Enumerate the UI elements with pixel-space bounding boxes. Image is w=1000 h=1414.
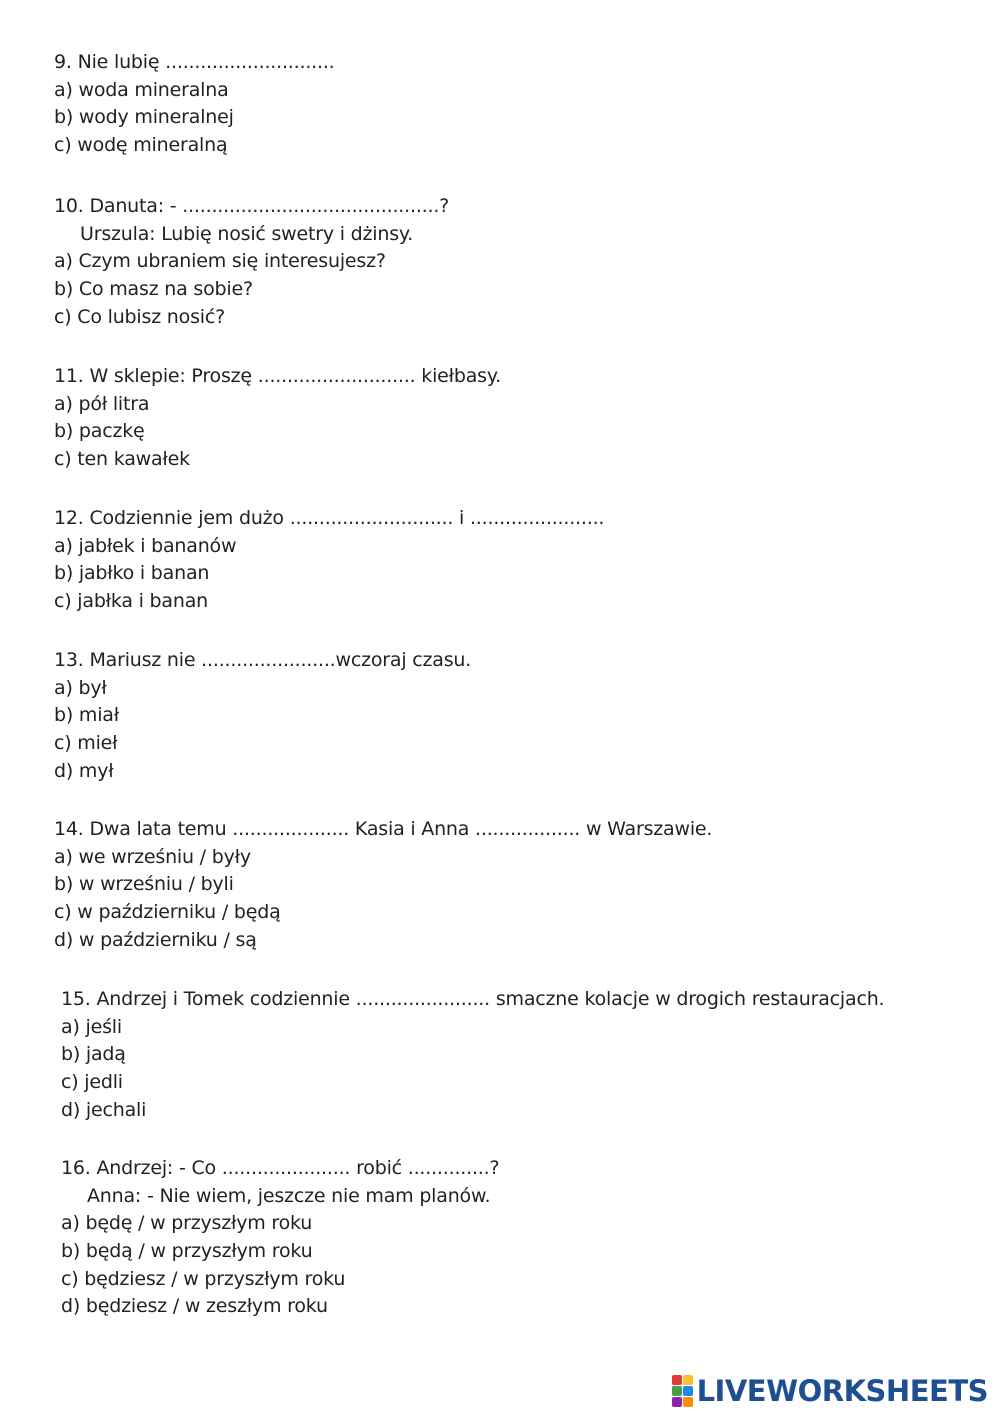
question-15 [61, 986, 884, 1124]
answer-option[interactable]: b) w wrześniu / byli [54, 873, 234, 896]
logo-block [683, 1375, 693, 1385]
brand-name: LIVEWORKSHEETS [696, 1374, 988, 1408]
liveworksheets-icon [672, 1375, 693, 1407]
answer-option[interactable]: b) jadą [61, 1043, 126, 1066]
answer-option[interactable]: a) pół litra [54, 392, 150, 415]
question-prompt: 13. Mariusz nie .......................wczoraj czasu. [54, 649, 472, 671]
answer-option[interactable]: d) w październiku / są [54, 928, 257, 951]
answer-option[interactable]: a) był [54, 676, 107, 699]
answer-option[interactable]: a) woda mineralna [54, 78, 229, 101]
question-10 [54, 193, 449, 331]
answer-option[interactable]: b) Co masz na sobie? [54, 278, 253, 301]
dialogue-line: Anna: - Nie wiem, jeszcze nie mam planów. [87, 1184, 491, 1207]
question-prompt: 10. Danuta: - ............................................? [54, 195, 450, 217]
logo-block [672, 1386, 682, 1396]
answer-option[interactable]: a) będę / w przyszłym roku [61, 1212, 313, 1235]
dialogue-line: Urszula: Lubię nosić swetry i dżinsy. [80, 222, 414, 245]
answer-option[interactable]: a) jeśli [61, 1015, 122, 1038]
answer-option[interactable]: c) będziesz / w przyszłym roku [61, 1267, 346, 1290]
question-prompt: 12. Codziennie jem dużo ............................ i ....................... [54, 507, 605, 529]
question-prompt: 9. Nie lubię ............................. [54, 51, 335, 73]
question-14 [54, 816, 712, 954]
question-13 [54, 647, 471, 785]
answer-option[interactable]: c) jedli [61, 1071, 123, 1094]
logo-block [672, 1375, 682, 1385]
answer-option[interactable]: d) jechali [61, 1098, 147, 1121]
answer-option[interactable]: c) ten kawałek [54, 448, 190, 471]
answer-option[interactable]: a) jabłek i bananów [54, 534, 237, 557]
question-16 [61, 1155, 499, 1321]
answer-option[interactable]: c) mieł [54, 732, 118, 755]
answer-option[interactable]: d) będziesz / w zeszłym roku [61, 1295, 328, 1318]
logo-block [683, 1386, 693, 1396]
question-prompt: 11. W sklepie: Proszę ........................... kiełbasy. [54, 365, 502, 387]
logo-block [683, 1397, 693, 1407]
answer-option[interactable]: c) w październiku / będą [54, 901, 281, 924]
question-12 [54, 505, 604, 616]
liveworksheets-logo[interactable] [672, 1374, 988, 1408]
question-11 [54, 363, 501, 474]
answer-option[interactable]: b) wody mineralnej [54, 106, 234, 129]
question-prompt: 14. Dwa lata temu .................... Kasia i Anna .................. w Warszawie. [54, 818, 713, 840]
answer-option[interactable]: a) Czym ubraniem się interesujesz? [54, 250, 386, 273]
answer-option[interactable]: c) wodę mineralną [54, 134, 228, 157]
logo-block [672, 1397, 682, 1407]
answer-option[interactable]: c) jabłka i banan [54, 590, 208, 613]
answer-option[interactable]: c) Co lubisz nosić? [54, 305, 225, 328]
answer-option[interactable]: b) paczkę [54, 420, 145, 443]
answer-option[interactable]: b) jabłko i banan [54, 562, 210, 585]
answer-option[interactable]: d) mył [54, 759, 114, 782]
question-prompt: 16. Andrzej: - Co ...................... robić ..............? [61, 1157, 500, 1179]
question-9 [54, 49, 335, 160]
question-prompt: 15. Andrzej i Tomek codziennie ....................... smaczne kolacje w drogich restauracjach. [61, 988, 885, 1010]
answer-option[interactable]: a) we wrześniu / były [54, 845, 251, 868]
answer-option[interactable]: b) będą / w przyszłym roku [61, 1240, 313, 1263]
answer-option[interactable]: b) miał [54, 704, 119, 727]
